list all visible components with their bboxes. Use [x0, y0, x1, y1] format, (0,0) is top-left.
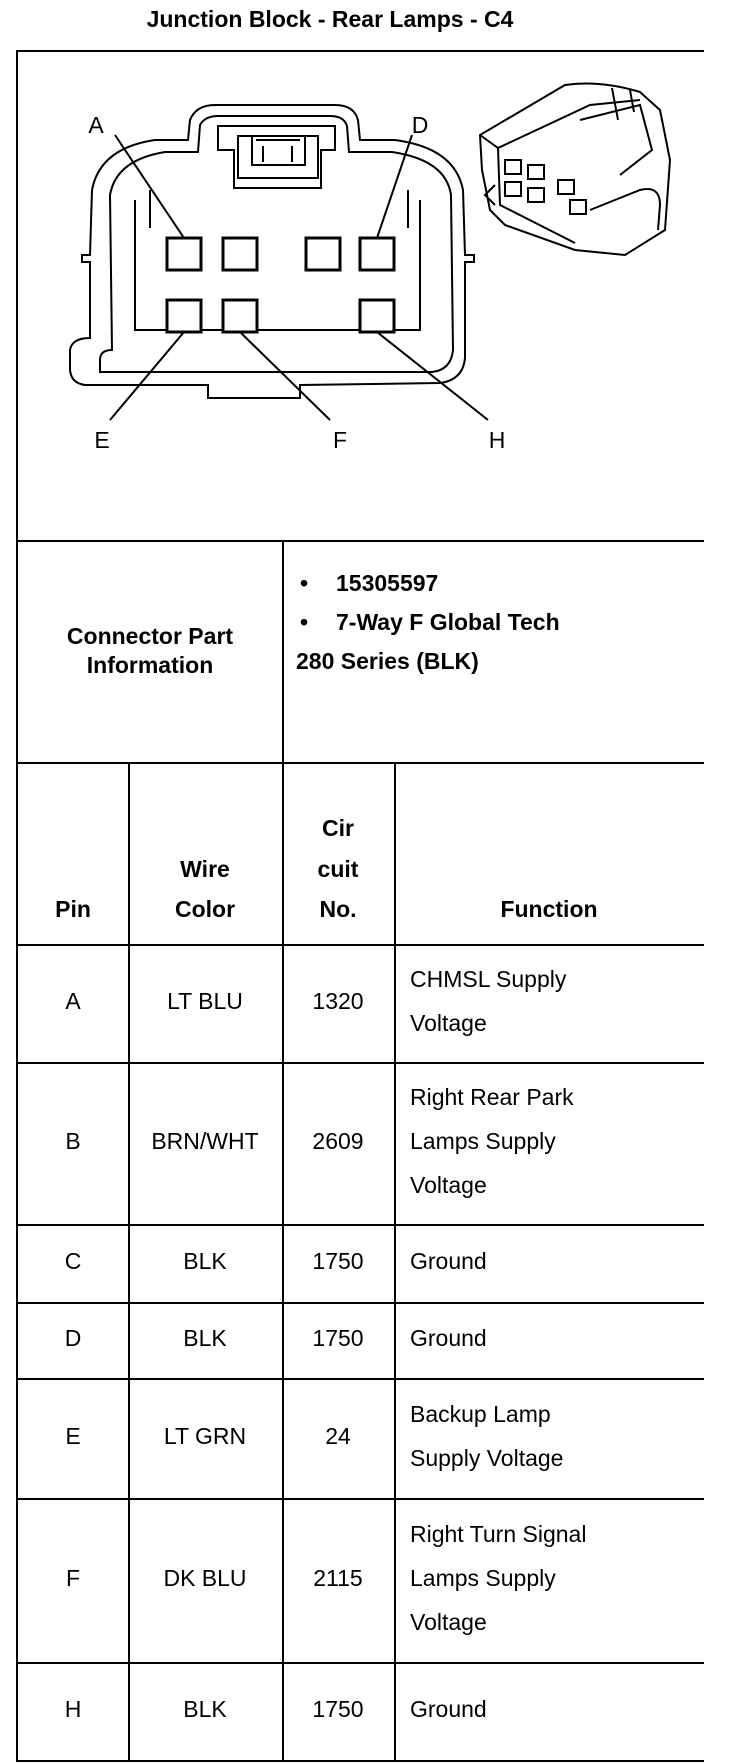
row-circuit: 1750 — [312, 1695, 364, 1722]
pin-callout-d: D — [411, 112, 429, 138]
header-pin: Pin — [55, 896, 91, 923]
pin-callout-f: F — [332, 427, 348, 453]
row-wire-color: BLK — [183, 1324, 227, 1351]
connector-part-info-list — [296, 564, 560, 681]
connector-diagram — [0, 60, 736, 500]
row-pin: F — [65, 1564, 81, 1591]
row-wire-color: BLK — [183, 1695, 227, 1722]
connector-part-info-label: Connector Part Information — [66, 623, 234, 678]
connector-description-1: 7-Way F Global Tech — [336, 609, 560, 635]
row-function: Ground — [410, 1695, 487, 1722]
row-pin: E — [65, 1422, 81, 1449]
pin-callout-h: H — [488, 427, 506, 453]
row-circuit: 1320 — [312, 987, 364, 1014]
row-wire-color: LT BLU — [167, 987, 243, 1014]
header-wire-color: Wire Color — [174, 855, 236, 923]
header-circuit-no: Cir cuit No. — [317, 814, 359, 923]
connector-description-2: 280 Series (BLK) — [296, 648, 479, 674]
row-pin: H — [64, 1695, 82, 1722]
row-circuit: 1750 — [312, 1247, 364, 1274]
bullet: • — [300, 570, 309, 596]
bullet: • — [300, 609, 309, 635]
row-circuit: 24 — [325, 1422, 351, 1449]
pin-callout-a: A — [88, 112, 104, 138]
pin-callout-e: E — [94, 427, 110, 453]
row-pin: A — [65, 987, 81, 1014]
row-function: Right Rear Park Lamps Supply Voltage — [410, 1084, 574, 1198]
row-function: Right Turn Signal Lamps Supply Voltage — [410, 1521, 587, 1635]
row-pin: B — [65, 1127, 81, 1154]
part-number: 15305597 — [336, 570, 439, 596]
row-function: Ground — [410, 1324, 487, 1351]
row-function: Backup Lamp Supply Voltage — [410, 1401, 564, 1471]
row-pin: C — [64, 1247, 82, 1274]
row-function: Ground — [410, 1247, 487, 1274]
row-circuit: 1750 — [312, 1324, 364, 1351]
row-wire-color: BRN/WHT — [151, 1127, 259, 1154]
row-circuit: 2609 — [312, 1127, 364, 1154]
row-wire-color: BLK — [183, 1247, 227, 1274]
row-wire-color: DK BLU — [163, 1564, 247, 1591]
header-function: Function — [500, 896, 598, 923]
row-function: CHMSL Supply Voltage — [410, 966, 567, 1036]
page-title: Junction Block - Rear Lamps - C4 — [146, 6, 514, 32]
row-wire-color: LT GRN — [163, 1422, 247, 1449]
row-circuit: 2115 — [313, 1564, 363, 1591]
row-pin: D — [64, 1324, 82, 1351]
